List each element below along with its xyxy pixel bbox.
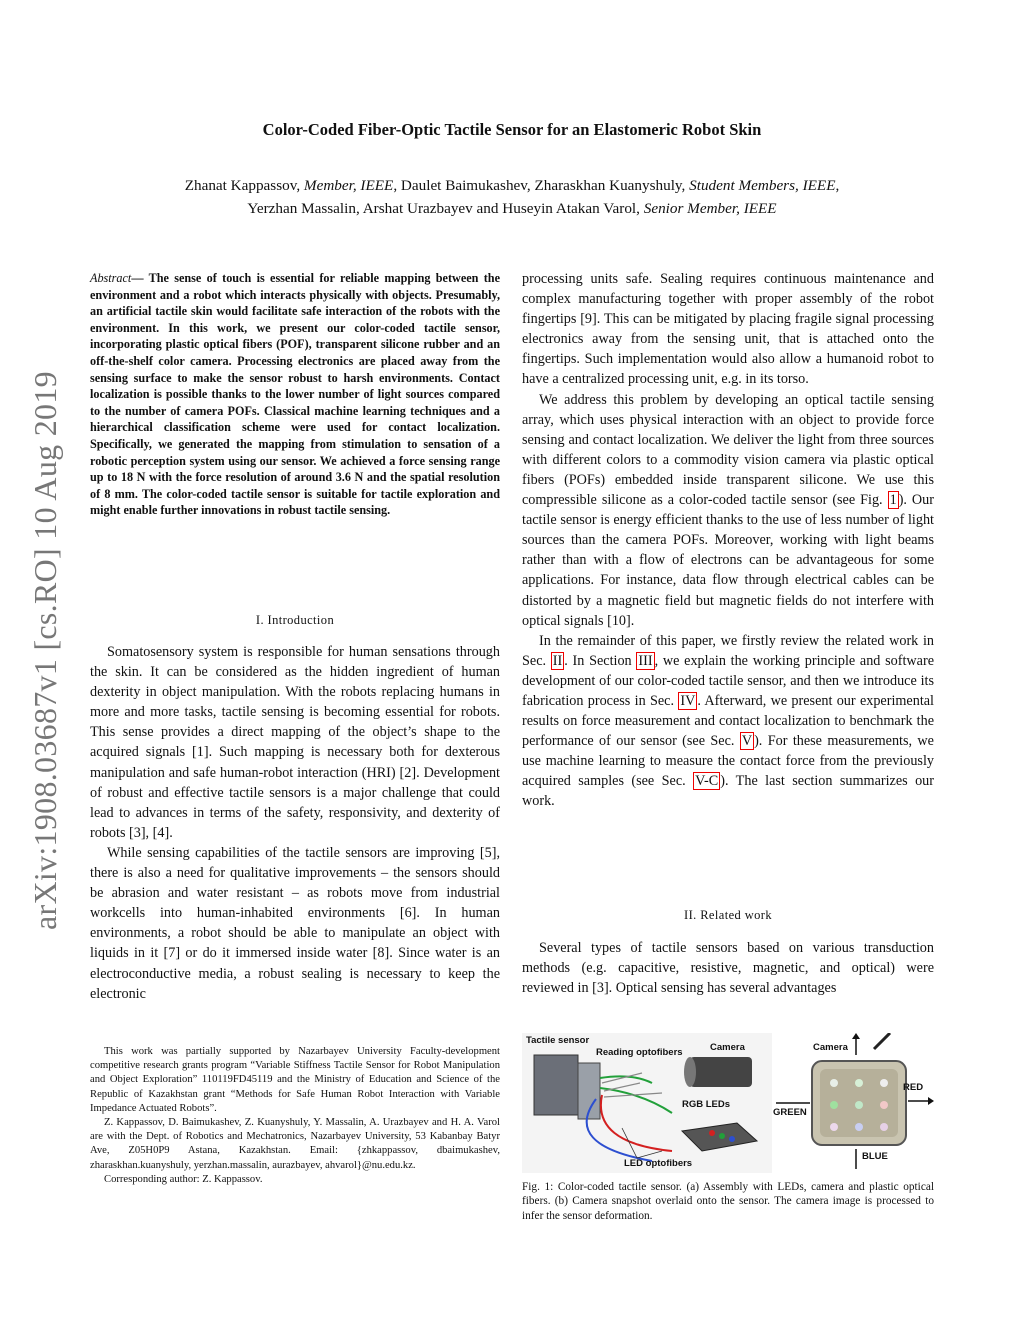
text: . In Section <box>564 652 637 669</box>
label-led-optofibers: LED optofibers <box>624 1158 693 1169</box>
label-camera: Camera <box>710 1042 745 1053</box>
arxiv-stamp: arXiv:1908.03687v1 [cs.RO] 10 Aug 2019 <box>27 371 63 930</box>
fiber-spot <box>880 1079 888 1087</box>
footnote <box>90 1045 500 1187</box>
label-green: GREEN <box>773 1107 807 1118</box>
intro-left-column <box>90 642 500 1004</box>
section-ref-link[interactable]: V-C <box>695 773 719 790</box>
label-reading-optofibers: Reading optofibers <box>596 1047 683 1058</box>
arrow-head <box>928 1097 934 1105</box>
label-camera-b: Camera <box>813 1042 848 1053</box>
section-ref-link[interactable]: V <box>741 733 753 750</box>
figure-caption: Fig. 1: Color-coded tactile sensor. (a) Assembly with LEDs, camera and plastic optical fibers. (b) Camera snapshot overlaid onto the sensor. The camera image is processed to infer the sensor deformation. <box>522 1181 934 1222</box>
author-list <box>90 174 934 220</box>
led-red <box>709 1130 715 1136</box>
author-text: , <box>835 177 840 194</box>
author-line-2 <box>90 197 934 220</box>
text: ). The last section summarizes our work. <box>522 773 934 810</box>
fiber-red <box>601 1095 672 1151</box>
author-affiliation: Member, IEEE <box>303 177 394 194</box>
abstract-label: Abstract <box>90 271 132 285</box>
label-blue: BLUE <box>862 1151 888 1162</box>
footnote-paragraph: Corresponding author: Z. Kappassov. <box>104 1173 263 1185</box>
footnote-paragraph: This work was partially supported by Nazarbayev University Faculty-development competitive research grants program “Variable Stiffness Tactile Sensor for Robot Manipulation and Object Exploration” 110119FD45119 and the Ministry of Education and Science of the Republic of Kazakhstan grant “Methods for Safe Human Robot Interaction with Variable Impedance Actuated Robots”. <box>90 1046 500 1114</box>
fiber-spot <box>855 1123 863 1131</box>
figure-a-assembly <box>522 1033 772 1173</box>
led-blue <box>729 1136 735 1142</box>
author-text: , Daulet Baimukashev, Zharaskhan Kuanyshuly, <box>393 177 690 194</box>
camera-lens <box>684 1057 696 1087</box>
abstract-dash: — <box>131 271 144 285</box>
fiber-spot <box>855 1101 863 1109</box>
text: . Afterward, we present our experimental results on force measurement and contact localization to benchmark the performance of our sensor (see Sec. <box>522 692 935 750</box>
paragraph: processing units safe. Sealing requires continuous maintenance and complex manufacturing together with proper assembly of the robot fingertips [9]. This can be mitigated by placing fragile signal processing electronics away from the sensing unit, that is attached onto the fingertips. Such implementation would also allow a humanoid robot to have a centralized processing unit, e.g. in its torso. <box>522 271 934 388</box>
fiber-green <box>600 1088 672 1113</box>
label-tactile-sensor: Tactile sensor <box>526 1035 590 1046</box>
figure-b-snapshot <box>772 1033 934 1173</box>
section-ref-link[interactable]: II <box>552 652 563 669</box>
fiber-spot <box>830 1079 838 1087</box>
camera-body <box>690 1057 752 1087</box>
fiber-spot <box>830 1101 838 1109</box>
paper-title: Color-Coded Fiber-Optic Tactile Sensor for an Elastomeric Robot Skin <box>262 120 762 139</box>
author-text: Yerzhan Massalin, Arshat Urazbayev and Huseyin Atakan Varol, <box>247 200 644 217</box>
led-green <box>719 1133 725 1139</box>
paragraph: Somatosensory system is responsible for human sensations through the skin. It can be considered as the hidden ingredient of human dexterity in object manipulation. With the robots replacing humans in more and more tasks, tactile sensing is becoming essential for robots. This sense provides a direct mapping of the object’s shape to the acquired signals [1]. Such mapping is necessary both for dexterous manipulation and safe human-robot interaction (HRI) [2]. Development of robust and effective tactile sensors is a major challenge that could lead to advances in terms of the safety, responsivity, and dexterity of robots [3], [4]. <box>90 644 500 841</box>
author-affiliation: Senior Member, IEEE <box>643 200 777 217</box>
section-ref-link[interactable]: III <box>638 652 653 669</box>
text: We address this problem by developing an optical tactile sensing array, which uses physical interaction with an object to provide force sensing and contact localization. We deliver the light from three sources with different colors to a commodity vision camera via plastic optical fibers (POFs) embedded inside transparent silicone. We use this compressible silicone as a color-coded tactile sensor (see Fig. <box>522 391 934 509</box>
text: ). Our tactile sensor is energy efficient thanks to the use of less number of light sources than the camera POFs. Moreover, working with light beams rather than with a flow of electrons can be advantageous for some applications. For instance, data flow through electrical cables can be distorted by a magnetic field but magnetic fields do not interfere with optical signals [10]. <box>522 492 934 629</box>
fiber-spot <box>880 1101 888 1109</box>
related-work-column <box>522 938 934 998</box>
cable <box>874 1033 890 1049</box>
figure-ref-link[interactable]: 1 <box>889 492 897 509</box>
sensor-block <box>534 1055 578 1115</box>
arrow-head <box>852 1033 860 1039</box>
paragraph: While sensing capabilities of the tactile sensors are improving [5], there is also a need for qualitative improvements – the sensors should be abrasion and water resistant – as robots move from industrial workcells into human-inhabited environments [6]. In human environments, a robot should be able to manipulate an object with liquids in it [7] or do it immersed inside water [8]. Since water is an electroconductive media, a robust sealing is necessary to keep the electronic <box>90 844 500 1002</box>
author-affiliation: Student Members, IEEE <box>689 177 836 194</box>
footnote-paragraph: Z. Kappassov, D. Baimukashev, Z. Kuanyshuly, Y. Massalin, A. Urazbayev and H. A. Varol are with the Dept. of Robotics and Mechatronics, Nazarbayev University, 53 Kabanbay Batyr Ave, Z05H0P9 Astana, Kazakhstan. Email: {zhkappassov, dbaimukashev, zharaskhan.kuanyshuly, yerzhan.massalin, aurazbayev, ahvarol}@nu.edu.kz. <box>90 1117 500 1171</box>
snapshot-illustration <box>772 1033 934 1173</box>
label-rgb-leds: RGB LEDs <box>682 1099 731 1110</box>
fiber-spot <box>880 1123 888 1131</box>
text: ). For these measurements, we use machine learning to measure the contact force from the previously acquired samples (see Sec. <box>522 733 934 790</box>
intro-right-column <box>522 269 934 812</box>
section-heading-related-work: II. Related work <box>684 908 772 922</box>
text: , we explain the working principle and software development of our color-coded tactile sensor, and then we introduce its fabrication process in Sec. <box>522 652 934 709</box>
paragraph: Several types of tactile sensors based on various transduction methods (e.g. capacitive, resistive, magnetic, and optical) were reviewed in [3]. Optical sensing has several advantages <box>522 940 934 997</box>
section-ref-link[interactable]: IV <box>680 692 696 709</box>
label-red: RED <box>903 1082 924 1093</box>
abstract-text: The sense of touch is essential for reliable mapping between the environment and a robot which interacts physically with objects. Presumably, an artificial tactile skin would facilitate safe interaction of the robots with the environment. In this work, we present our color-coded tactile sensor, incorporating plastic optical fibers (POF), transparent silicone rubber and an off-the-shelf color camera. Processing electronics are placed away from the sensing surface to make the sensor robust to harsh environments. Contact localization is possible thanks to the lower number of light sources compared to the number of camera POFs. Classical machine learning techniques and a hierarchical classification scheme were used for contact localization. Specifically, we generated the mapping from stimulation to sensation of a robotic perception system using our sensor. We achieved a force sensing range up to 18 N with the force resolution of around 3.6 N and the spatial resolution of 8 mm. The color-coded tactile sensor is suitable for tactile exploration and might enable further innovations in robust tactile sensing. <box>90 271 500 518</box>
fiber-spot <box>830 1123 838 1131</box>
text: In the remainder of this paper, we firstly review the related work in Sec. <box>522 632 934 669</box>
abstract <box>90 270 500 519</box>
section-heading-introduction: I. Introduction <box>255 613 335 627</box>
fiber-spot <box>855 1079 863 1087</box>
paragraph <box>522 631 934 812</box>
author-line-1 <box>90 174 934 197</box>
pointer-line <box>637 1151 662 1158</box>
paragraph <box>522 390 934 631</box>
author-text: Zhanat Kappassov, <box>184 177 304 194</box>
